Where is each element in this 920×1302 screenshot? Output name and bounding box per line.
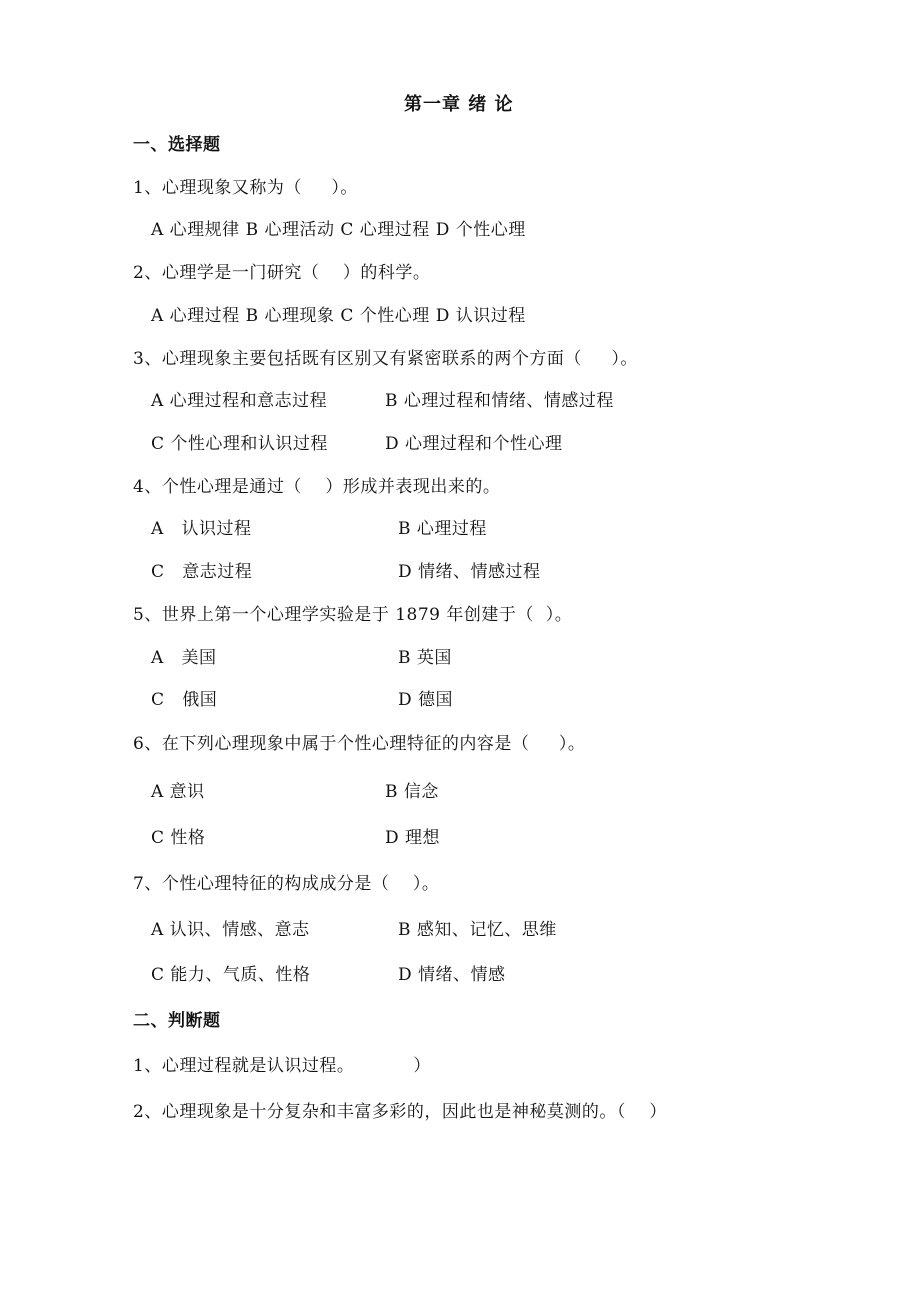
option-a: A 心理过程和意志过程 xyxy=(151,391,328,411)
option-c: C 意志过程 xyxy=(151,562,253,582)
option-c: C 个性心理和认识过程 xyxy=(151,434,328,454)
section-heading-judge: 二、判断题 xyxy=(133,1011,221,1031)
option-a: A 认识、情感、意志 xyxy=(151,920,310,940)
option-c: C 性格 xyxy=(151,828,206,848)
question-stem: 4、个性心理是通过（ ）形成并表现出来的。 xyxy=(133,477,501,497)
question-stem: 6、在下列心理现象中属于个性心理特征的内容是（ ）。 xyxy=(133,734,586,754)
option-d: D 德国 xyxy=(398,690,454,710)
question-stem: 3、心理现象主要包括既有区别又有紧密联系的两个方面（ ）。 xyxy=(133,349,638,369)
option-b: B 心理过程和情绪、情感过程 xyxy=(385,391,614,411)
judge-question: 2、心理现象是十分复杂和丰富多彩的，因此也是神秘莫测的。（ ） xyxy=(133,1102,667,1122)
option-d: D 情绪、情感 xyxy=(398,965,506,985)
option-b: B 信念 xyxy=(385,782,439,802)
section-heading-choice: 一、选择题 xyxy=(133,135,221,155)
option-c: C 俄国 xyxy=(151,690,218,710)
question-stem: 2、心理学是一门研究（ ）的科学。 xyxy=(133,263,431,283)
question-stem: 1、心理现象又称为（ ）。 xyxy=(133,178,358,198)
option-a: A 认识过程 xyxy=(151,519,252,539)
option-c: C 能力、气质、性格 xyxy=(151,965,311,985)
chapter-title: 第一章 绪 论 xyxy=(404,94,514,115)
option-b: B 感知、记忆、思维 xyxy=(398,920,557,940)
option-d: D 心理过程和个性心理 xyxy=(385,434,563,454)
option-a: A 美国 xyxy=(151,648,217,668)
judge-question: 1、心理过程就是认识过程。 ） xyxy=(133,1056,431,1076)
question-options: A 心理过程 B 心理现象 C 个性心理 D 认识过程 xyxy=(151,306,526,326)
option-d: D 情绪、情感过程 xyxy=(398,562,541,582)
question-options: A 心理规律 B 心理活动 C 心理过程 D 个性心理 xyxy=(151,220,526,240)
question-stem: 7、个性心理特征的构成成分是（ ）。 xyxy=(133,874,440,894)
option-a: A 意识 xyxy=(151,782,205,802)
question-stem: 5、世界上第一个心理学实验是于 1879 年创建于（ ）。 xyxy=(133,605,573,625)
option-b: B 心理过程 xyxy=(398,519,487,539)
option-d: D 理想 xyxy=(385,828,441,848)
option-b: B 英国 xyxy=(398,648,452,668)
